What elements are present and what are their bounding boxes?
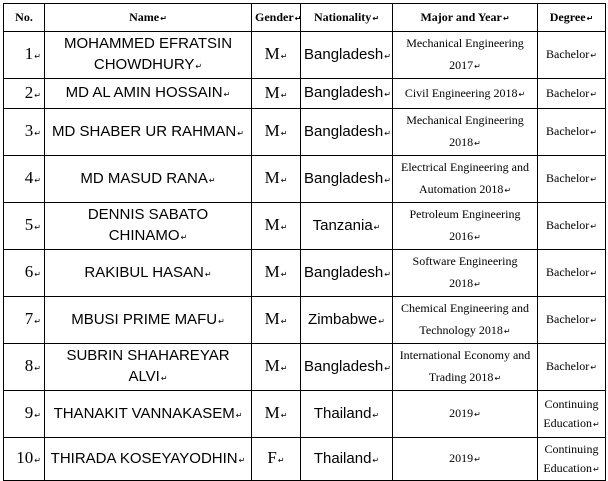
student-nationality: Zimbabwe↵	[301, 297, 393, 344]
table-row	[4, 79, 606, 109]
student-name: MOHAMMED EFRATSIN CHOWDHURY↵	[45, 32, 252, 79]
table-row	[4, 109, 606, 156]
header-major-year: Major and Year↵	[393, 4, 538, 32]
row-number: 6↵	[4, 250, 45, 297]
student-major-year: Civil Engineering 2018↵	[393, 79, 538, 109]
table-row	[4, 250, 606, 297]
student-gender: F↵	[252, 438, 301, 481]
student-gender: M↵	[252, 79, 301, 109]
row-number: 4↵	[4, 156, 45, 203]
student-nationality: Thailand↵	[301, 391, 393, 438]
student-gender: M↵	[252, 250, 301, 297]
student-nationality: Bangladesh↵	[301, 32, 393, 79]
row-number: 5↵	[4, 203, 45, 250]
student-nationality: Bangladesh↵	[301, 250, 393, 297]
header-name: Name↵	[45, 4, 252, 32]
student-name: THANAKIT VANNAKASEM↵	[45, 391, 252, 438]
table-row	[4, 203, 606, 250]
student-nationality: Bangladesh↵	[301, 109, 393, 156]
row-number: 8↵	[4, 344, 45, 391]
student-major-year: Petroleum Engineering 2016↵	[393, 203, 538, 250]
student-major-year: Software Engineering 2018↵	[393, 250, 538, 297]
table-body	[4, 32, 606, 481]
table-row	[4, 344, 606, 391]
student-major-year: Chemical Engineering and Technology 2018↵	[393, 297, 538, 344]
student-gender: M↵	[252, 109, 301, 156]
student-name: SUBRIN SHAHAREYAR ALVI↵	[45, 344, 252, 391]
student-name: RAKIBUL HASAN↵	[45, 250, 252, 297]
header-no: No.	[4, 4, 45, 32]
student-nationality: Bangladesh↵	[301, 344, 393, 391]
student-major-year: Mechanical Engineering 2017↵	[393, 32, 538, 79]
student-name: MD AL AMIN HOSSAIN↵	[45, 79, 252, 109]
student-nationality: Tanzania↵	[301, 203, 393, 250]
student-degree: Continuing Education↵	[538, 391, 606, 438]
table-row	[4, 156, 606, 203]
header-degree: Degree↵	[538, 4, 606, 32]
table-row	[4, 438, 606, 481]
student-name: MD SHABER UR RAHMAN↵	[45, 109, 252, 156]
student-degree: Bachelor↵	[538, 250, 606, 297]
student-gender: M↵	[252, 297, 301, 344]
student-nationality: Thailand↵	[301, 438, 393, 481]
header-gender: Gender↵	[252, 4, 301, 32]
student-major-year: Electrical Engineering and Automation 2018↵	[393, 156, 538, 203]
student-gender: M↵	[252, 32, 301, 79]
student-degree: Bachelor↵	[538, 32, 606, 79]
student-name: MBUSI PRIME MAFU↵	[45, 297, 252, 344]
student-gender: M↵	[252, 344, 301, 391]
student-major-year: International Economy and Trading 2018↵	[393, 344, 538, 391]
student-gender: M↵	[252, 156, 301, 203]
student-degree: Bachelor↵	[538, 344, 606, 391]
student-degree: Bachelor↵	[538, 297, 606, 344]
student-nationality: Bangladesh↵	[301, 156, 393, 203]
row-number: 10↵	[4, 438, 45, 481]
student-gender: M↵	[252, 203, 301, 250]
table-row	[4, 32, 606, 79]
row-number: 9↵	[4, 391, 45, 438]
student-name: THIRADA KOSEYAYODHIN↵	[45, 438, 252, 481]
row-number: 1↵	[4, 32, 45, 79]
student-table	[3, 3, 606, 481]
header-nationality: Nationality↵	[301, 4, 393, 32]
student-name: MD MASUD RANA↵	[45, 156, 252, 203]
table-row	[4, 297, 606, 344]
student-major-year: 2019↵	[393, 438, 538, 481]
student-major-year: 2019↵	[393, 391, 538, 438]
student-nationality: Bangladesh↵	[301, 79, 393, 109]
student-degree: Bachelor↵	[538, 79, 606, 109]
row-number: 2↵	[4, 79, 45, 109]
student-degree: Bachelor↵	[538, 156, 606, 203]
student-degree: Continuing Education↵	[538, 438, 606, 481]
student-gender: M↵	[252, 391, 301, 438]
table-row	[4, 391, 606, 438]
header-row	[4, 4, 606, 32]
row-number: 7↵	[4, 297, 45, 344]
student-major-year: Mechanical Engineering 2018↵	[393, 109, 538, 156]
student-name: DENNIS SABATO CHINAMO↵	[45, 203, 252, 250]
student-degree: Bachelor↵	[538, 109, 606, 156]
student-degree: Bachelor↵	[538, 203, 606, 250]
row-number: 3↵	[4, 109, 45, 156]
